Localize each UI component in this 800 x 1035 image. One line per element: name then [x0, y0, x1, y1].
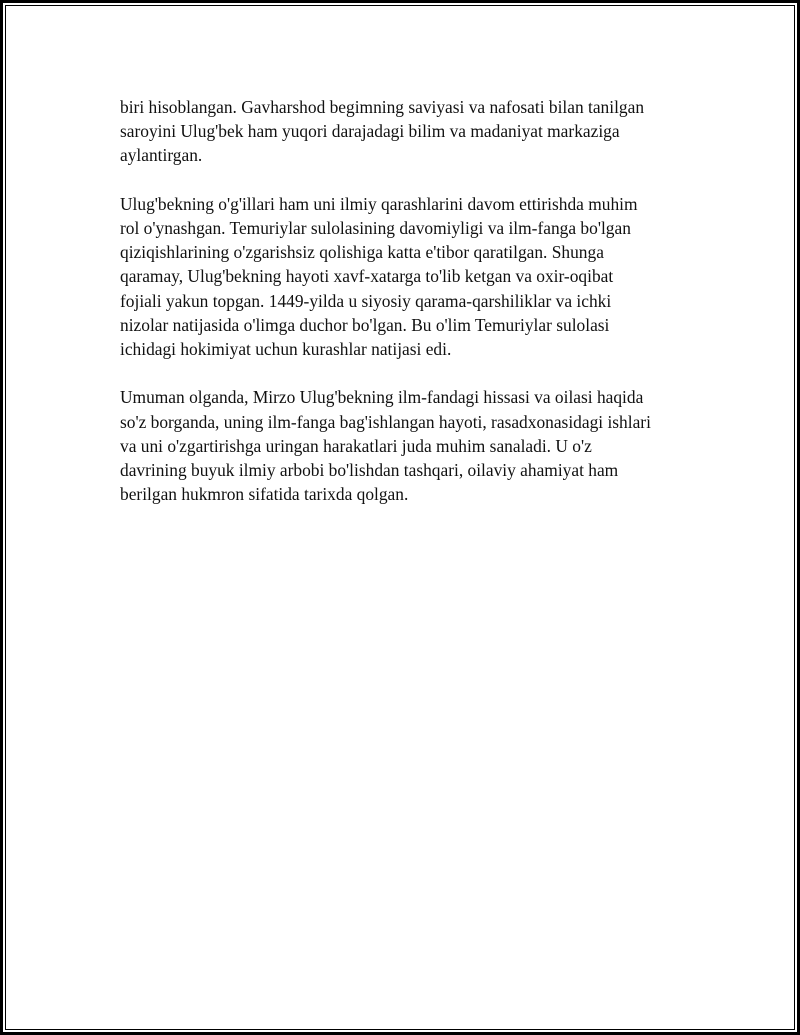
text-line: berilgan hukmron sifatida tarixda qolgan. — [120, 484, 409, 505]
text-line: rol o'ynashgan. Temuriylar sulolasining davomiyligi va ilm-fanga bo'lgan — [120, 218, 631, 238]
text-line: Umuman olganda, Mirzo Ulug'bekning ilm-fandagi hissasi va oilasi haqida — [120, 387, 644, 408]
paragraph-2 — [120, 192, 688, 361]
text-line: va uni o'zgartirishga uringan harakatlari juda muhim sanaladi. U o'z — [120, 435, 592, 456]
text-line: fojiali yakun topgan. 1449-yilda u siyosiy qarama-qarshiliklar va ichki — [120, 290, 612, 311]
text-line: nizolar natijasida o'limga duchor bo'lgan. Bu o'lim Temuriylar sulolasi — [120, 314, 610, 335]
text-line: davrining buyuk ilmiy arbobi bo'lishdan tashqari, oilaviy ahamiyat ham — [120, 460, 619, 481]
paragraph-1 — [120, 95, 688, 168]
paragraph-3 — [120, 385, 688, 506]
text-line: biri hisoblangan. Gavharshod begimning saviyasi va nafosati bilan tanilgan — [120, 97, 645, 117]
text-line: qiziqishlarining o'zgarishsiz qolishiga katta e'tibor qaratilgan. Shunga — [120, 242, 604, 263]
text-line: aylantirgan. — [120, 145, 203, 166]
text-line: saroyini Ulug'bek ham yuqori darajadagi bilim va madaniyat markaziga — [120, 121, 620, 142]
text-line: Ulug'bekning o'g'illari ham uni ilmiy qarashlarini davom ettirishda muhim — [120, 193, 638, 214]
text-line: ichidagi hokimiyat uchun kurashlar natijasi edi. — [120, 339, 452, 360]
document-body — [120, 95, 688, 531]
text-line: qaramay, Ulug'bekning hayoti xavf-xatarga to'lib ketgan va oxir-oqibat — [120, 266, 614, 287]
text-line: so'z borganda, uning ilm-fanga bag'ishlangan hayoti, rasadxonasidagi ishlari — [120, 411, 651, 432]
